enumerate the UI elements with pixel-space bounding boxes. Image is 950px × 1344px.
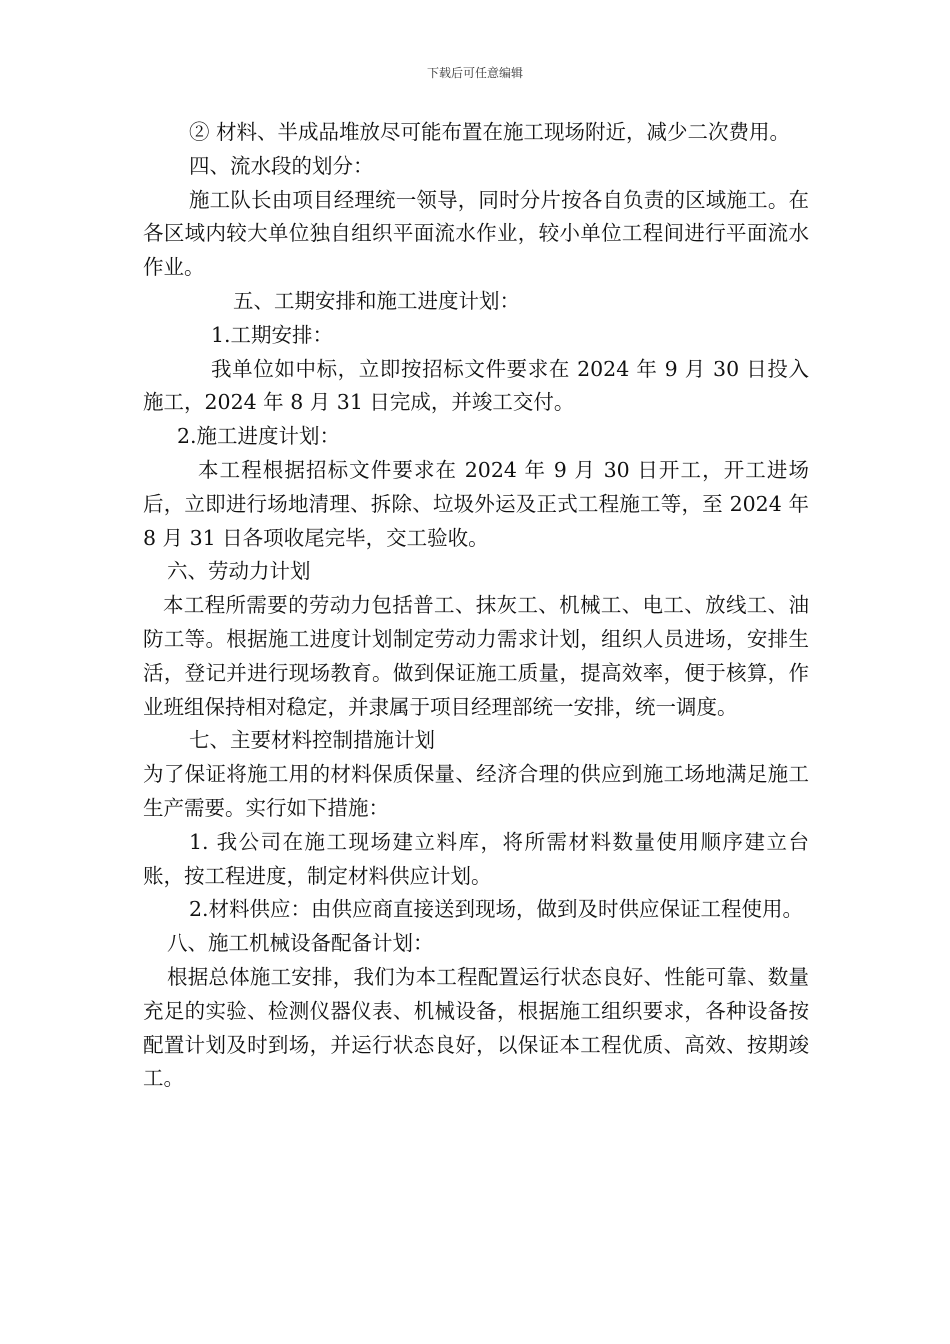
paragraph-material-stacking: ② 材料、半成品堆放尽可能布置在施工现场附近，减少二次费用。 xyxy=(189,120,791,144)
paragraph-progress-body: 本工程根据招标文件要求在 2024 年 9 月 30 日开工，开工进场后，立即进行场地清理、拆除、垃圾外运及正式工程施工等，至 2024 年 8 月 31 日各项收尾完毕，交工验收。 xyxy=(143,457,809,550)
paragraph-material-item-2: 2.材料供应：由供应商直接送到现场，做到及时供应保证工程使用。 xyxy=(189,897,804,922)
page-header: 下载后可任意编辑 xyxy=(426,66,523,80)
subheading-schedule: 1.工期安排： xyxy=(211,322,334,347)
paragraph-material-control-intro: 为了保证将施工用的材料保质保量、经济合理的供应到施工场地满足施工生产需要。实行如下措施： xyxy=(143,762,809,820)
document-body xyxy=(143,116,809,1096)
heading-section-5: 五、工期安排和施工进度计划： xyxy=(233,288,520,313)
paragraph-material-item-1: 1. 我公司在施工现场建立料库，将所需材料数量使用顺序建立台账，按工程进度，制定材料供应计划。 xyxy=(143,829,809,888)
paragraph-schedule-body: 我单位如中标，立即按招标文件要求在 2024 年 9 月 30 日投入施工，2024 年 8 月 31 日完成，并竣工交付。 xyxy=(143,356,809,415)
paragraph-equipment-body: 根据总体施工安排，我们为本工程配置运行状态良好、性能可靠、数量充足的实验、检测仪器仪表、机械设备，根据施工组织要求，各种设备按配置计划及时到场，并运行状态良好，以保证本工程优质、高效、按期竣工。 xyxy=(143,964,809,1091)
subheading-progress-plan: 2.施工进度计划： xyxy=(177,424,341,449)
heading-section-8: 八、施工机械设备配备计划： xyxy=(167,931,434,956)
paragraph-section-4-body: 施工队长由项目经理统一领导，同时分片按各自负责的区域施工。在各区域内较大单位独自组织平面流水作业，较小单位工程间进行平面流水作业。 xyxy=(143,187,809,280)
heading-section-7: 七、主要材料控制措施计划 xyxy=(189,728,435,753)
heading-section-4: 四、流水段的划分： xyxy=(189,153,374,178)
heading-section-6: 六、劳动力计划 xyxy=(167,559,311,584)
paragraph-labor-body: 本工程所需要的劳动力包括普工、抹灰工、机械工、电工、放线工、油防工等。根据施工进度计划制定劳动力需求计划，组织人员进场，安排生活，登记并进行现场教育。做到保证施工质量，提高效率，便于核算，作业班组保持相对稳定，并隶属于项目经理部统一安排，统一调度。 xyxy=(143,593,809,719)
